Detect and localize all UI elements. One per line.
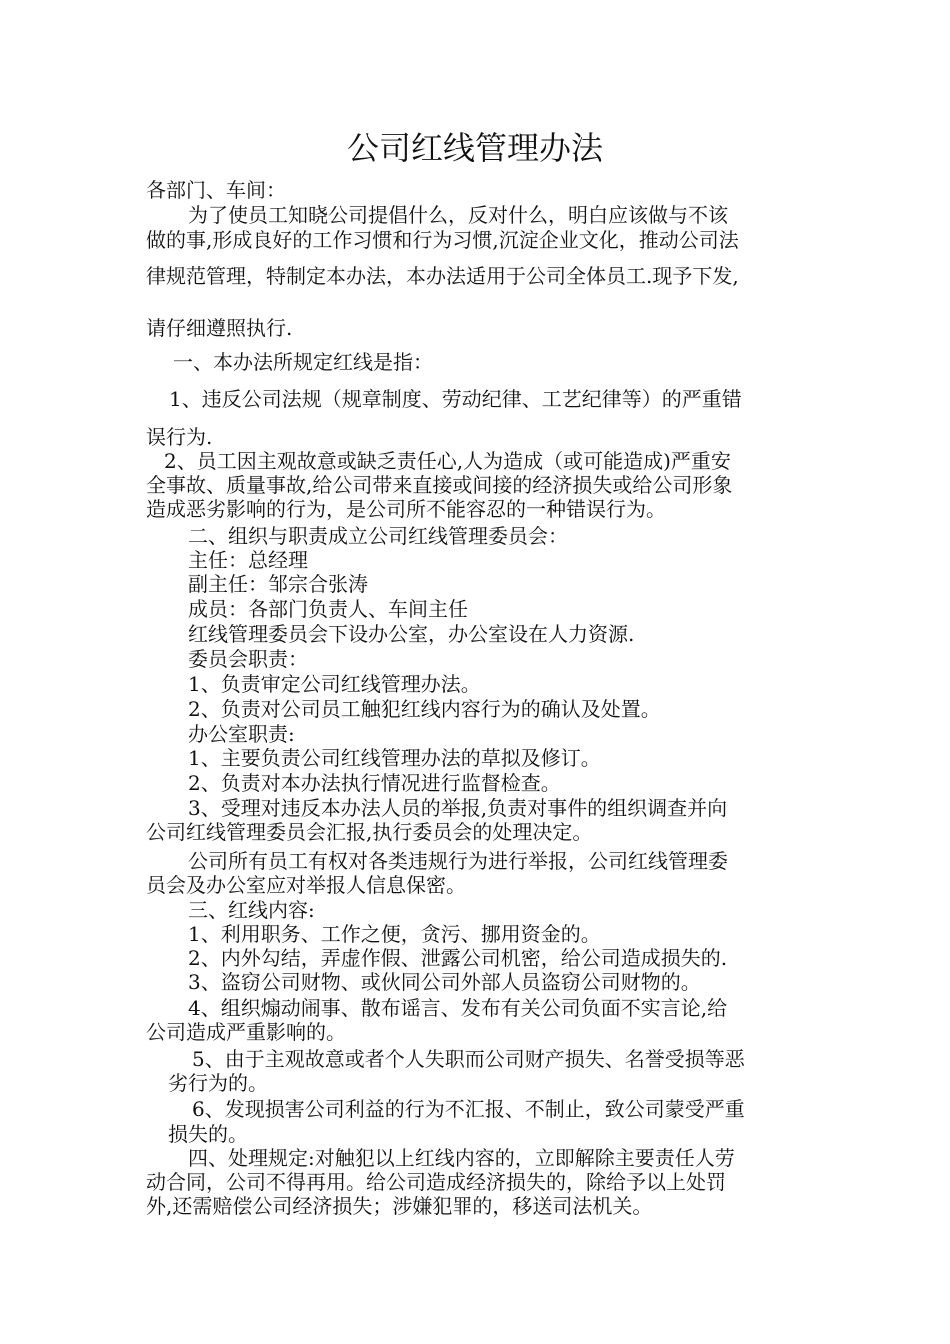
list-item: 5、由于主观故意或者个人失职而公司财产损失、名誉受损等恶	[192, 1047, 745, 1071]
document-title: 公司红线管理办法	[346, 129, 603, 167]
paragraph-line: 办公室职责:	[188, 722, 295, 746]
paragraph-line: 造成恶劣影响的行为，是公司所不能容忍的一种错误行为。	[146, 497, 666, 521]
list-item: 1、主要负责公司红线管理办法的草拟及修订。	[188, 746, 601, 770]
list-item: 4、组织煽动闹事、散布谣言、发布有关公司负面不实言论,给	[188, 996, 728, 1020]
paragraph-line: 请仔细遵照执行.	[146, 316, 293, 340]
paragraph-line: 主任：总经理	[188, 548, 308, 572]
list-item: 2、员工因主观故意或缺乏责任心,人为造成（或可能造成)严重安	[164, 449, 731, 473]
paragraph-line: 成员：各部门负责人、车间主任	[188, 597, 468, 621]
paragraph-line: 红线管理委员会下设办公室，办公室设在人力资源.	[188, 622, 635, 646]
paragraph-line: 副主任：邹宗合张涛	[188, 572, 368, 596]
list-item: 1、违反公司法规（规章制度、劳动纪律、工艺纪律等）的严重错	[169, 387, 742, 411]
section-heading: 四、处理规定:对触犯以上红线内容的，立即解除主要责任人劳	[188, 1146, 735, 1170]
paragraph-line: 全事故、质量事故,给公司带来直接或间接的经济损失或给公司形象	[146, 473, 733, 497]
paragraph-line: 外,还需赔偿公司经济损失；涉嫌犯罪的，移送司法机关。	[146, 1194, 653, 1218]
section-heading: 三、红线内容:	[188, 898, 315, 922]
paragraph-line: 委员会职责：	[188, 647, 308, 671]
section-heading: 一、本办法所规定红线是指：	[173, 350, 433, 374]
section-heading: 二、组织与职责成立公司红线管理委员会：	[188, 524, 568, 548]
paragraph-line: 误行为.	[146, 425, 213, 449]
paragraph-line: 动合同，公司不得再用。给公司造成经济损失的，除给予以上处罚	[146, 1170, 726, 1194]
list-item: 1、负责审定公司红线管理办法。	[188, 672, 481, 696]
list-item: 6、发现损害公司利益的行为不汇报、不制止，致公司蒙受严重	[192, 1097, 745, 1121]
paragraph-line: 损失的。	[168, 1122, 248, 1146]
paragraph-line: 劣行为的。	[168, 1071, 268, 1095]
paragraph-line: 公司所有员工有权对各类违规行为进行举报，公司红线管理委	[188, 849, 728, 873]
paragraph-line: 员会及办公室应对举报人信息保密。	[146, 873, 466, 897]
list-item: 3、受理对违反本办法人员的举报,负责对事件的组织调查并向	[188, 796, 728, 820]
list-item: 2、负责对本办法执行情况进行监督检查。	[188, 771, 561, 795]
paragraph-line: 各部门、车间：	[146, 178, 286, 202]
paragraph-line: 公司造成严重影响的。	[146, 1020, 346, 1044]
list-item: 3、盗窃公司财物、或伙同公司外部人员盗窃公司财物的。	[188, 970, 701, 994]
list-item: 2、内外勾结，弄虚作假、泄露公司机密，给公司造成损失的.	[188, 946, 728, 970]
list-item: 1、利用职务、工作之便，贪污、挪用资金的。	[188, 922, 601, 946]
list-item: 2、负责对公司员工触犯红线内容行为的确认及处置。	[188, 697, 661, 721]
paragraph-line: 律规范管理，特制定本办法，本办法适用于公司全体员工.现予下发,	[146, 264, 739, 288]
paragraph-line: 公司红线管理委员会汇报,执行委员会的处理决定。	[146, 820, 593, 844]
paragraph-line: 做的事,形成良好的工作习惯和行为习惯,沉淀企业文化，推动公司法	[146, 228, 739, 252]
paragraph-line: 为了使员工知晓公司提倡什么，反对什么，明白应该做与不该	[188, 203, 728, 227]
